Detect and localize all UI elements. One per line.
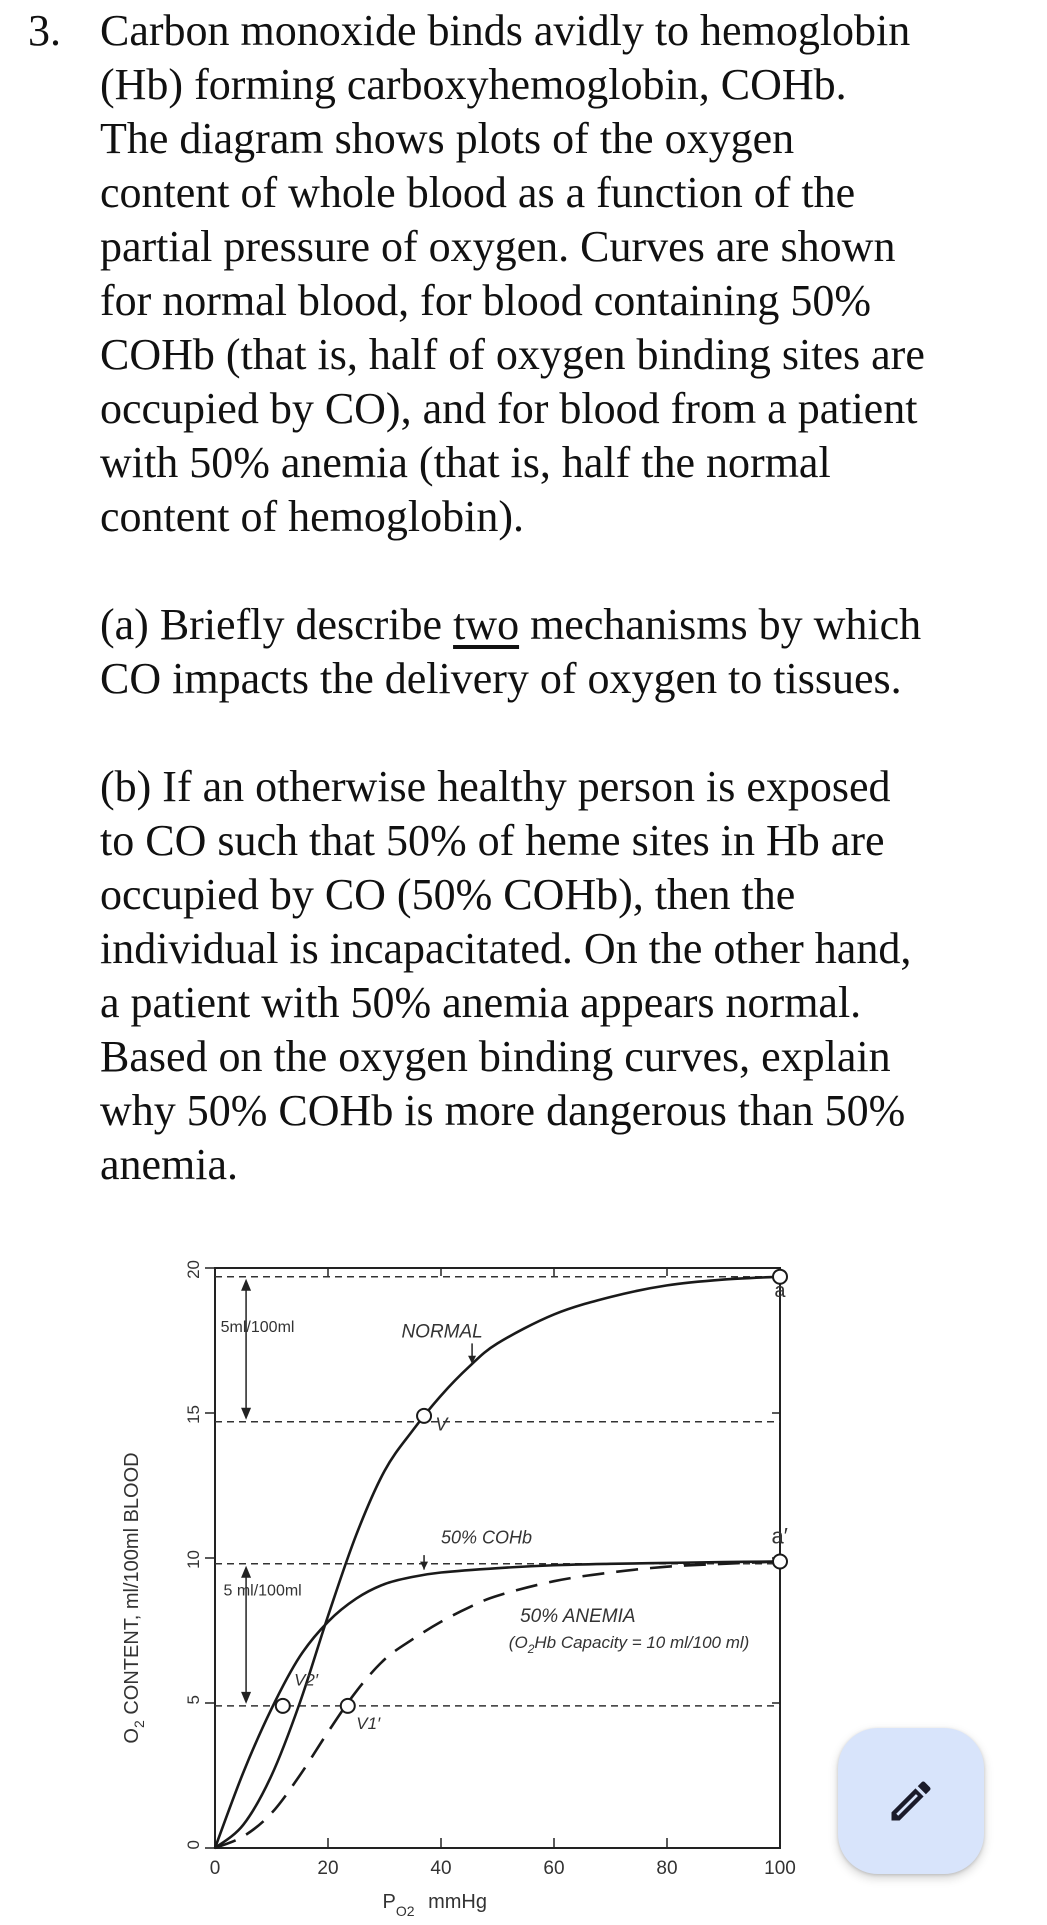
point-marker — [417, 1409, 431, 1423]
label-point-a-prime: a′ — [771, 1523, 788, 1549]
x-tick-label: 100 — [764, 1858, 796, 1879]
label-50-anemia: 50% ANEMIA — [520, 1605, 636, 1627]
label-5ml-upper: 5ml/100ml — [220, 1318, 295, 1336]
emphasis-two: two — [453, 600, 520, 649]
label-50-cohb: 50% COHb — [441, 1527, 533, 1548]
y-tick-label: 10 — [184, 1550, 203, 1569]
oxygen-binding-chart — [121, 1245, 796, 1925]
pencil-icon — [885, 1775, 937, 1827]
x-axis-label: $P_{O2}$ mmHg — [382, 1891, 487, 1919]
label-point-v: V — [435, 1414, 448, 1435]
question-part-a: (a) Briefly describe two mechanisms by which CO impacts the delivery of oxygen to tissues. — [100, 600, 922, 703]
y-tick-label: 20 — [184, 1260, 203, 1279]
question-intro: Carbon monoxide binds avidly to hemoglobin (Hb) forming carboxyhemoglobin, COHb. The diagram shows plots of the oxygen content of whole blood as a function of the partial pressure of oxygen. Curves are shown for normal blood, for blood containing 50% COHb (that is, half of oxygen binding sites are occupied by CO), and for blood from a patient with 50% anemia (that is, half the normal content of hemoglobin). — [100, 6, 925, 541]
cohb-pointer-head — [420, 1562, 428, 1570]
label-point-v2: V2′ — [294, 1670, 319, 1690]
x-tick-label: 40 — [430, 1858, 452, 1879]
y-tick-label: 5 — [184, 1695, 203, 1705]
x-tick-label: 60 — [543, 1858, 565, 1879]
x-tick-label: 0 — [209, 1858, 221, 1879]
y-axis-label: $O_2$ CONTENT, ml/100ml BLOOD — [121, 1452, 147, 1744]
question-part-b: (b) If an otherwise healthy person is exposed to CO such that 50% of heme sites in Hb are occupied by CO (50% COHb), then the individual is incapacitated. On the other hand, a patient with 50% anemia appears normal. Based on the oxygen binding curves, explain why 50% COHb is more dangerous than 50% anemia. — [100, 762, 912, 1189]
point-marker — [773, 1554, 787, 1568]
label-5ml-lower: 5 ml/100ml — [223, 1582, 302, 1600]
y-tick-label: 15 — [184, 1405, 203, 1424]
point-marker — [276, 1699, 290, 1713]
y-tick-label: 0 — [184, 1840, 203, 1850]
label-point-v1: V1′ — [356, 1714, 381, 1734]
arrow-cohb-delta-head-top — [241, 1566, 251, 1578]
arrow-normal-delta-head-bottom — [241, 1408, 251, 1420]
arrow-normal-delta-head-top — [241, 1279, 251, 1291]
x-tick-label: 20 — [317, 1858, 339, 1879]
x-tick-label: 80 — [656, 1858, 678, 1879]
label-point-a: a — [774, 1280, 786, 1302]
label-capacity: ($O_2Hb$ Capacity = 10 ml/100 ml) — [508, 1632, 750, 1656]
edit-button[interactable] — [838, 1728, 984, 1874]
point-marker — [341, 1699, 355, 1713]
question-number: 3. — [28, 6, 61, 55]
plot-frame — [215, 1268, 780, 1848]
label-normal: NORMAL — [401, 1321, 483, 1343]
arrow-cohb-delta-head-bottom — [241, 1692, 251, 1704]
